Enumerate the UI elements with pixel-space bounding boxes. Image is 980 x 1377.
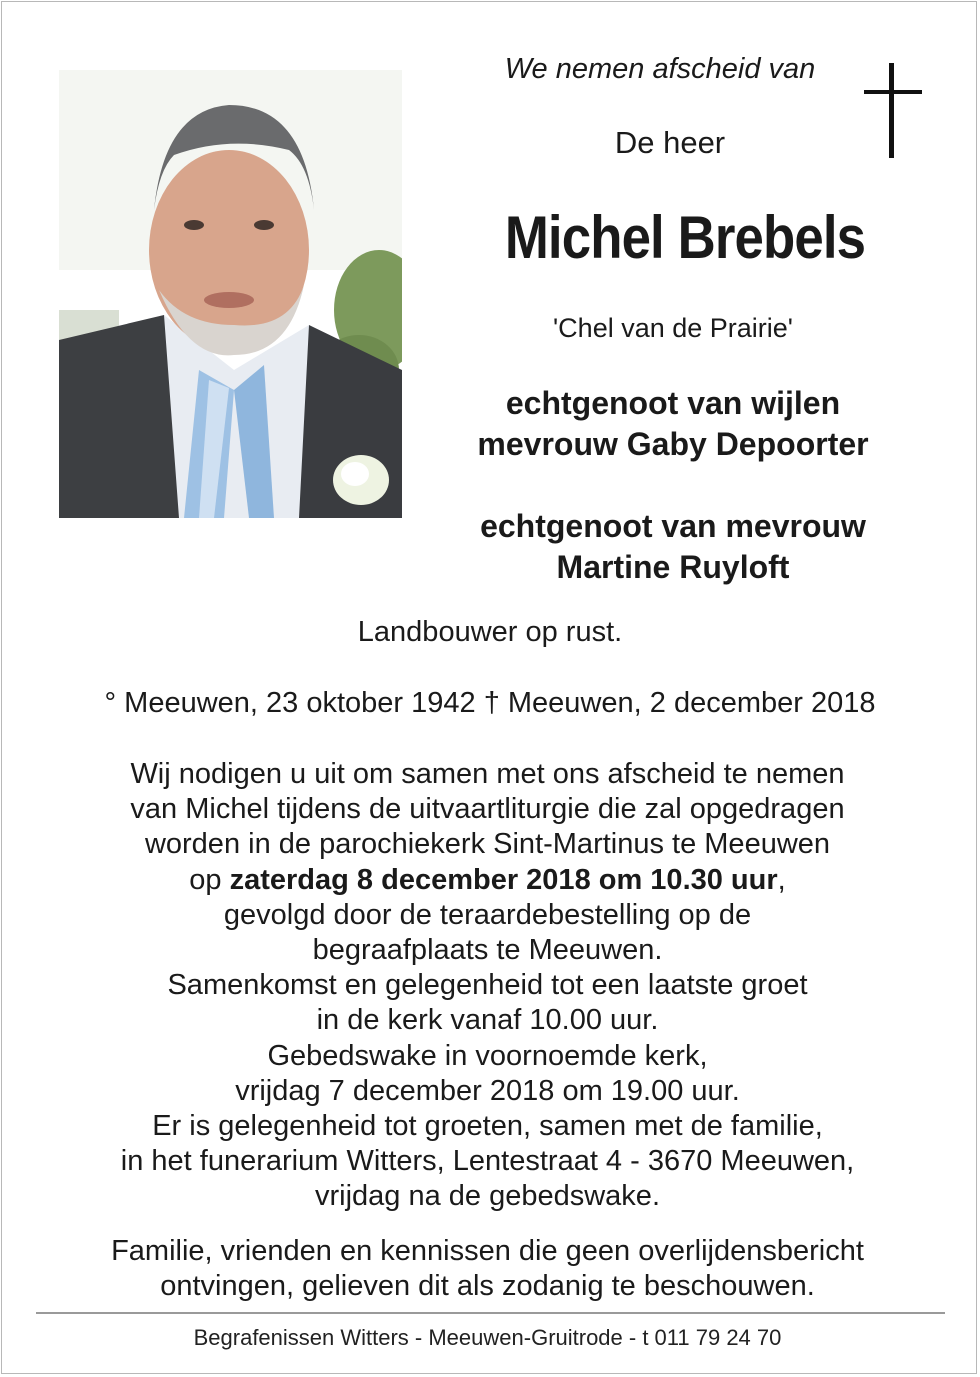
body-line: Samenkomst en gelegenheid tot een laatste groet (167, 969, 808, 1002)
spouse-current (418, 506, 928, 588)
body-line: Wij nodigen u uit om samen met ons afscheid te nemen (130, 758, 845, 790)
service-date-line (0, 863, 975, 898)
footer-divider (36, 1312, 945, 1314)
spouse-current-line2: Martine Ruyloft (556, 549, 790, 585)
body-line: in het funerarium Witters, Lentestraat 4 - 3670 Meeuwen, (120, 1145, 855, 1178)
body-line: vrijdag na de gebedswake. (314, 1180, 660, 1213)
body-line: gevolgd door de teraardebestelling op de (223, 898, 752, 931)
birth-death-dates: ° Meeuwen, 23 oktober 1942 † Meeuwen, 2 december 2018 (104, 687, 876, 719)
honorific: De heer (614, 125, 726, 160)
nickname: 'Chel van de Prairie' (553, 313, 793, 343)
body-line: worden in de parochiekerk Sint-Martinus te Meeuwen (144, 828, 831, 861)
closing-line: ontvingen, gelieven dit als zodanig te beschouwen. (160, 1270, 815, 1302)
spouse-late (418, 383, 928, 465)
body-line: Er is gelegenheid tot groeten, samen met de familie, (152, 1110, 823, 1143)
intro-text: We nemen afscheid van (504, 53, 816, 85)
spouse-late-line2: mevrouw Gaby Depoorter (477, 426, 869, 462)
body-line-prefix: op (189, 863, 230, 896)
occupation: Landbouwer op rust. (357, 616, 623, 648)
spouse-current-line1: echtgenoot van mevrouw (480, 508, 866, 544)
deceased-name: Michel Brebels (504, 204, 866, 271)
body-line: Gebedswake in voornoemde kerk, (267, 1039, 708, 1072)
funeral-details (0, 757, 975, 1215)
body-line-suffix: , (777, 863, 786, 896)
portrait-photo (59, 70, 402, 518)
spouse-late-line1: echtgenoot van wijlen (505, 385, 841, 421)
service-date: zaterdag 8 december 2018 om 10.30 uur (229, 863, 778, 896)
body-line: van Michel tijdens de uitvaartliturgie die zal opgedragen (130, 793, 845, 826)
body-line: vrijdag 7 december 2018 om 19.00 uur. (235, 1074, 740, 1107)
closing-note (0, 1234, 975, 1304)
funeral-home-footer: Begrafenissen Witters - Meeuwen-Gruitrode - t 011 79 24 70 (193, 1325, 782, 1350)
closing-line: Familie, vrienden en kennissen die geen overlijdensbericht (111, 1235, 864, 1267)
body-line: in de kerk vanaf 10.00 uur. (316, 1004, 659, 1037)
body-line: begraafplaats te Meeuwen. (312, 934, 663, 967)
